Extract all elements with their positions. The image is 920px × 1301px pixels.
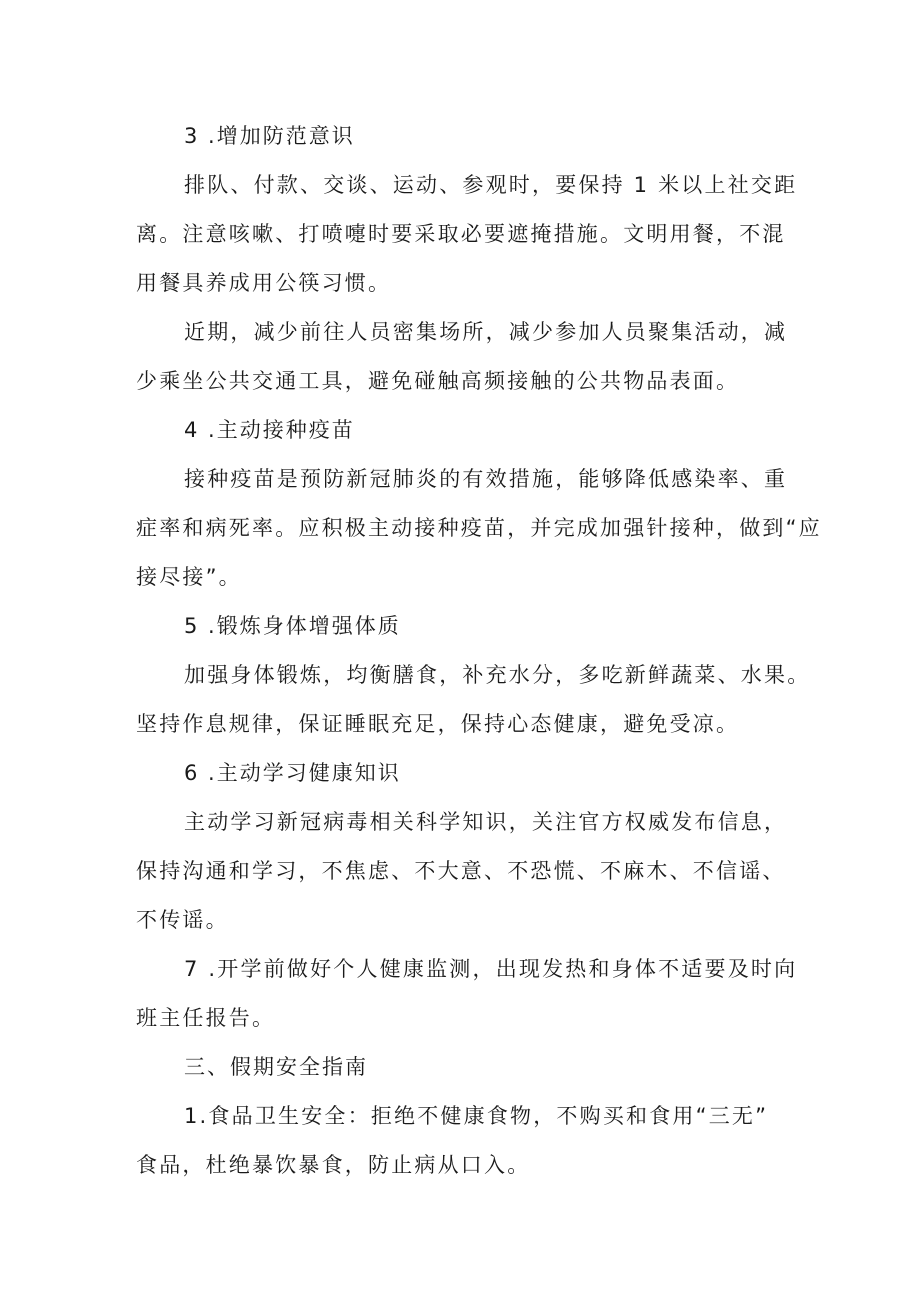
text-line: 坚持作息规律，保证睡眠充足，保持心态健康，避免受凉。 [136, 712, 740, 736]
section-3-paragraph-2 [136, 308, 796, 406]
section-three-heading: 三、假期安全指南 [184, 1055, 368, 1079]
section-7-paragraph [136, 945, 796, 1043]
text-line: 接尽接”。 [136, 565, 242, 589]
section-6-heading: 6 .主动学习健康知识 [184, 761, 401, 785]
section-5-paragraph [136, 651, 811, 749]
section-4-heading: 4 .主动接种疫苗 [184, 418, 355, 442]
text-line: 主动学习新冠病毒相关科学知识，关注官方权威发布信息， [184, 810, 788, 834]
text-line: 症率和病死率。应积极主动接种疫苗，并完成加强针接种，做到“应 [136, 516, 822, 540]
document-body [136, 112, 822, 1190]
text-line: 保持沟通和学习，不焦虑、不大意、不恐慌、不麻木、不信谣、 [136, 859, 786, 883]
text-line: 加强身体锻炼，均衡膳食，补充水分，多吃新鲜蔬菜、水果。 [184, 663, 811, 687]
text-line: 近期，减少前往人员密集场所，减少参加人员聚集活动，减 [184, 320, 788, 344]
section-6-paragraph [136, 798, 796, 945]
section-3-paragraph-1 [136, 161, 796, 308]
text-line: 离。注意咳嗽、打喷嚏时要采取必要遮掩措施。文明用餐，不混 [136, 222, 786, 246]
text-line: 食品，杜绝暴饮暴食，防止病从口入。 [136, 1153, 531, 1177]
section-5-heading: 5 .锻炼身体增强体质 [184, 614, 401, 638]
section-3-heading: 3 .增加防范意识 [184, 124, 355, 148]
section-4-paragraph [136, 455, 822, 602]
text-line: 接种疫苗是预防新冠肺炎的有效措施，能够降低感染率、重 [184, 467, 788, 491]
text-line: 班主任报告。 [136, 1006, 276, 1030]
item-1-paragraph [136, 1092, 796, 1190]
text-line: 7 .开学前做好个人健康监测，出现发热和身体不适要及时向 [184, 957, 798, 981]
text-line: 用餐具养成用公筷习惯。 [136, 271, 392, 295]
text-line: 少乘坐公共交通工具，避免碰触高频接触的公共物品表面。 [136, 369, 740, 393]
text-line: 排队、付款、交谈、运动、参观时，要保持 1 米以上社交距 [184, 173, 798, 197]
text-line: 1.食品卫生安全：拒绝不健康食物，不购买和食用“三无” [184, 1104, 769, 1128]
text-line: 不传谣。 [136, 908, 229, 932]
